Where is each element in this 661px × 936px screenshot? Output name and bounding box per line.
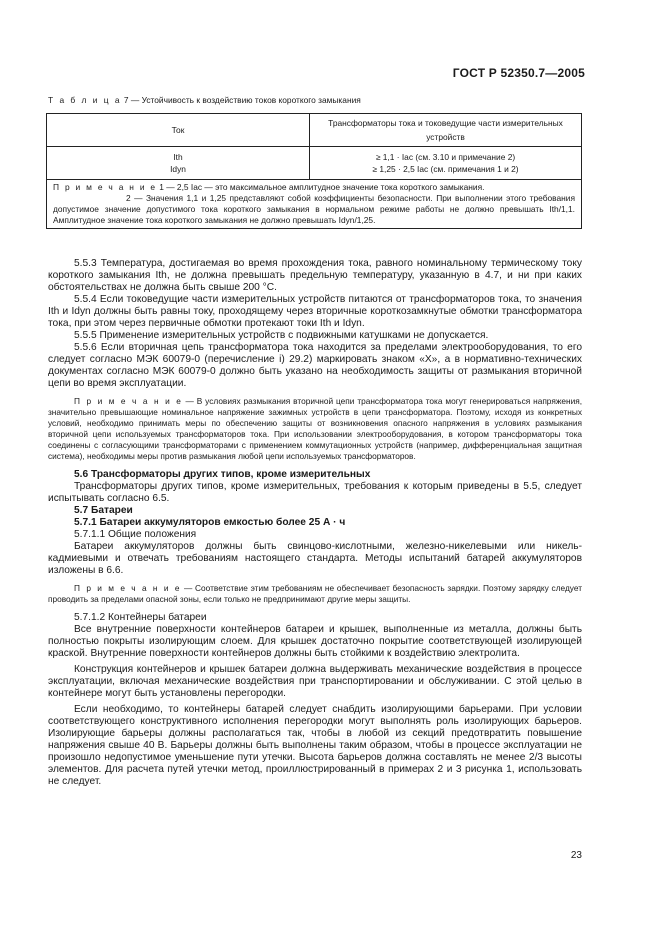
table-note-label: П р и м е ч а н и е — [53, 182, 157, 192]
body-text — [48, 258, 582, 788]
standard-header: ГОСТ Р 52350.7—2005 — [452, 66, 585, 80]
page-number: 23 — [570, 850, 582, 861]
para-5-7-1-2-a: Все внутренние поверхности контейнеров батареи и крышек, выполненные из металла, должны быть полностью покрыты изолирующим слоем. Для крышек достаточно покрытие соответствующей изолирующей краской. Внутренние поверхности контейнеров должны быть стойкими к воздействию электролита. — [48, 624, 582, 659]
para-5-5-3: 5.5.3 Температура, достигаемая во время прохождения тока, равного номинальному термическому току короткого замыкания Ith, не должна превышать предельную температуру, указанную в 4.7, и ни при каких обстоятельствах не должна быть свыше 200 °С. — [48, 258, 582, 293]
requirement-cell — [310, 147, 582, 180]
ith-requirement: ≥ 1,1 · Iac (см. 3.10 и примечание 2) — [375, 152, 516, 162]
para-5-5-5: 5.5.5 Применение измерительных устройств с подвижными катушками не допускается. — [74, 330, 489, 341]
short-circuit-table — [46, 113, 582, 229]
note-5-5-6-text: — В условиях размыкания вторичной цепи трансформатора тока могут генерироваться напряжения, значительно превышающие номинальное напряжение зажимных устройств в цепи трансформатора. Поэтому, исходя из конкретных условий, необходимо принимать меры по обеспечению защиты от возникновения опасного напряжения в условиях размыкания вторичной цепи используемых трансформаторов тока. При использовании электрооборудования, в котором трансформаторы тока соединены с согласующими трансформаторами с применением коммутационных устройств (например, дифференциальная защитная система), необходимы меры против размыкания любой цепи используемых трансформаторов. — [48, 396, 583, 461]
heading-5-7: 5.7 Батареи — [74, 505, 133, 516]
table-note-2: 2 — Значения 1,1 и 1,25 представляют собой коэффициенты безопасности. При выполнении этого требования допустимое значение допустимого тока короткого замыкания в нормальном режиме работы не должно превышать Ith/1,1. Амплитудное значение тока короткого замыкания не должно превышать Idyn/1,25. — [53, 193, 575, 225]
para-5-7-1-2-c: Если необходимо, то контейнеры батарей следует снабдить изолирующими барьерами. При условии соответствующего конструктивного исполнения перегородки могут выполнять роль изолирующих барьеров. Изолирующие барьеры должны располагаться так, чтобы в любой из секций предотвратить повышение напряжения свыше 40 В. Барьеры должны быть выполнены таким образом, чтобы в процессе эксплуатации не произошло недопустимое уменьшение пути утечки. Высота барьеров должна составлять не менее 2/3 высоты элементов. Для расчета путей утечки метод, проиллюстрированный в примерах 2 и 3 рисунка 1, использовать не следует. — [48, 704, 582, 787]
table-caption-title: 7 — Устойчивость к воздействию токов короткого замыкания — [121, 95, 361, 105]
note-label: П р и м е ч а н и е — [74, 583, 182, 593]
table-caption — [48, 95, 361, 105]
table-header-row — [47, 114, 582, 147]
para-5-5-4: 5.5.4 Если токоведущие части измерительных устройств питаются от трансформаторов тока, то значения Ith и Idyn должны быть равны току, проходящему через вторичные короткозамкнутые обмотки трансформатора тока, при этом через первичные обмотки протекают токи Ith и Idyn. — [48, 294, 582, 329]
table-notes-row — [47, 180, 582, 229]
table-note-1-text: 1 — 2,5 Iac — это максимальное амплитудное значение тока короткого замыкания. — [156, 182, 485, 192]
col2-header: Трансформаторы тока и токоведущие части измерительных устройств — [310, 114, 582, 147]
para-5-7-1-2-b: Конструкция контейнеров и крышек батареи должна выдерживать механические воздействия в процессе эксплуатации, включая механические воздействия при транспортировании и обслуживании. С этой целью в контейнере могут быть установлены перегородки. — [48, 664, 582, 699]
note-label: П р и м е ч а н и е — [74, 396, 183, 406]
table-note-1 — [53, 182, 575, 193]
col1-header: Ток — [47, 114, 310, 147]
note-5-7-1-1 — [48, 583, 582, 605]
heading-5-6: 5.6 Трансформаторы других типов, кроме измерительных — [74, 469, 371, 480]
table-caption-word: Т а б л и ц а — [48, 95, 122, 105]
heading-5-7-1-2: 5.7.1.2 Контейнеры батареи — [74, 612, 207, 623]
table-row — [47, 147, 582, 180]
heading-5-7-1-1: 5.7.1.1 Общие положения — [74, 529, 197, 540]
para-5-7-1-1: Батареи аккумуляторов должны быть свинцово-кислотными, железно-никелевыми или никель-кадмиевыми и отвечать требованиям настоящего стандарта. Методы испытаний батарей аккумуляторов изложены в 6.6. — [48, 541, 582, 576]
idyn-label: Idyn — [170, 164, 186, 174]
note-5-5-6 — [48, 396, 582, 462]
idyn-requirement: ≥ 1,25 · 2,5 Iac (см. примечания 1 и 2) — [372, 164, 519, 174]
ith-label: Ith — [173, 152, 183, 162]
note-5-7-1-1-text: — Соответствие этим требованиям не обеспечивает безопасность зарядки. Поэтому зарядку следует проводить за пределами опасной зоны, если только не предпринимают другие меры защиты. — [48, 583, 582, 604]
current-cell — [47, 147, 310, 180]
table-notes-cell — [47, 180, 582, 229]
para-5-6: Трансформаторы других типов, кроме измерительных, требования к которым приведены в 5.5, следует испытывать согласно 6.5. — [48, 481, 582, 504]
heading-5-7-1: 5.7.1 Батареи аккумуляторов емкостью более 25 А · ч — [74, 517, 346, 528]
para-5-5-6: 5.5.6 Если вторичная цепь трансформатора тока находится за пределами электрооборудования, то его следует согласно МЭК 60079-0 (перечисление i) 29.2) маркировать знаком «Х», а в нормативно-технических документах согласно МЭК 60079-0 должно быть указано на необходимость защиты от размыкания вторичной цепи во время эксплуатации. — [48, 342, 582, 389]
